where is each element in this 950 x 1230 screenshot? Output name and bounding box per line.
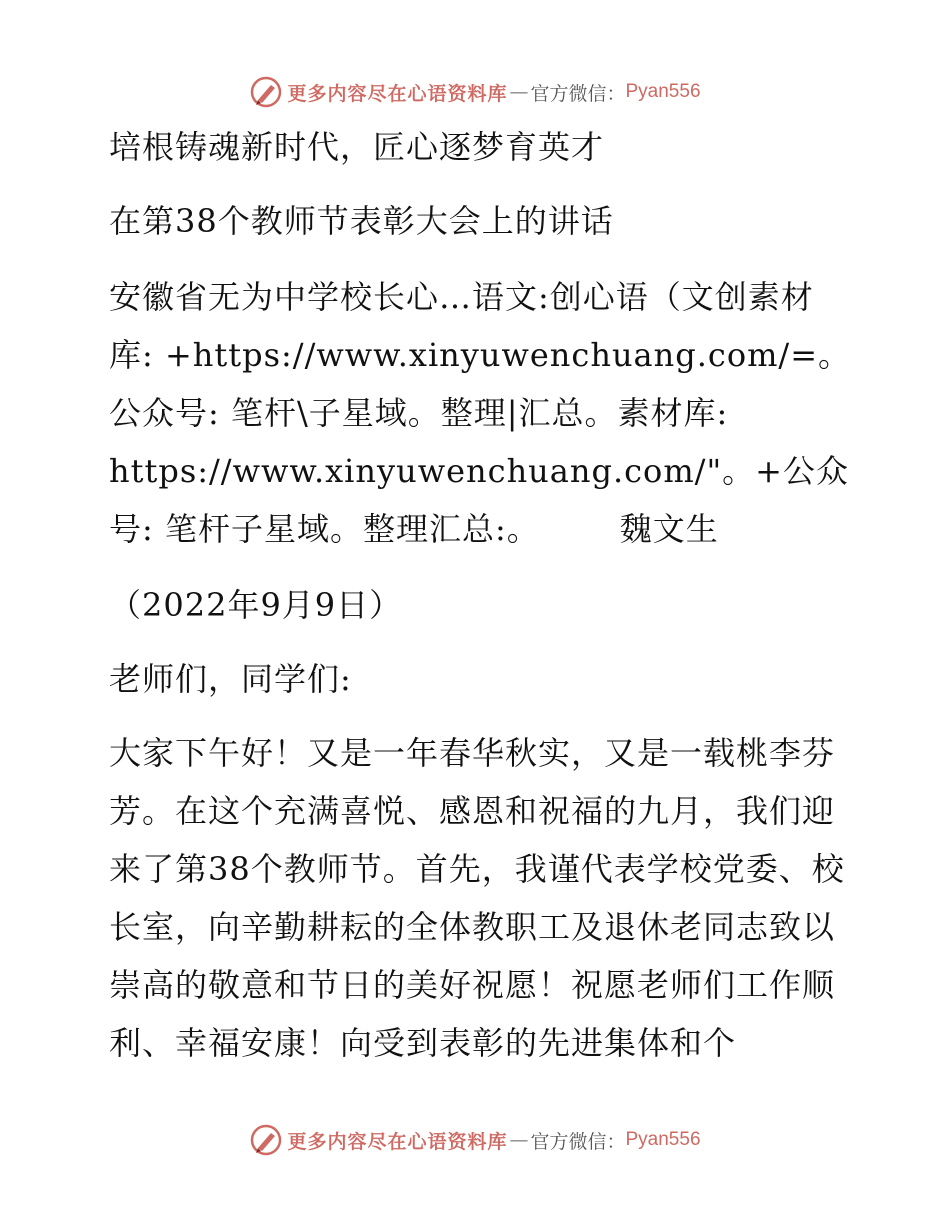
author-block xyxy=(97,268,857,558)
banner-wechat-label: 官方微信： xyxy=(530,82,626,105)
document-title: 培根铸魂新时代，匠心逐梦育英才 xyxy=(109,128,605,166)
banner-dash: — xyxy=(509,81,529,103)
document-body xyxy=(97,118,857,1072)
pen-logo-icon xyxy=(249,1123,283,1157)
speech-date: （2022年9月9日） xyxy=(109,586,403,624)
banner-lead-text: 更多内容尽在心语资料库 xyxy=(287,1130,508,1153)
pen-logo-icon xyxy=(249,75,283,109)
banner-lead-text: 更多内容尽在心语资料库 xyxy=(287,82,508,105)
banner-account: Pyan556 xyxy=(625,1129,701,1150)
banner-account: Pyan556 xyxy=(625,81,701,102)
author-block-text: 安徽省无为中学校长心…语文:创心语（文创素材库: +https://www.xinyuwenchuang.com/=。公众号: 笔杆\子星域。整理|汇总。素材库: https://www.xinyuwenchuang.com/"。+公众号: 笔杆子星域。整理汇总:。 xyxy=(109,278,852,548)
footer-watermark-banner xyxy=(0,1118,950,1162)
document-subtitle: 在第38个教师节表彰大会上的讲话 xyxy=(109,202,614,240)
salutation: 老师们，同学们: xyxy=(109,660,352,698)
banner-dash: — xyxy=(509,1129,529,1151)
paragraph-1: 大家下午好！又是一年春华秋实，又是一载桃李芬芳。在这个充满喜悦、感恩和祝福的九月，我们迎来了第38个教师节。首先，我谨代表学校党委、校长室，向辛勤耕耘的全体教职工及退休老同志致以崇高的敬意和节日的美好祝愿！祝愿老师们工作顺利、幸福安康！向受到表彰的先进集体和个 xyxy=(109,734,845,1062)
header-watermark-banner xyxy=(0,70,950,114)
banner-wechat-label: 官方微信： xyxy=(530,1130,626,1153)
author-name: 魏文生 xyxy=(619,510,719,548)
